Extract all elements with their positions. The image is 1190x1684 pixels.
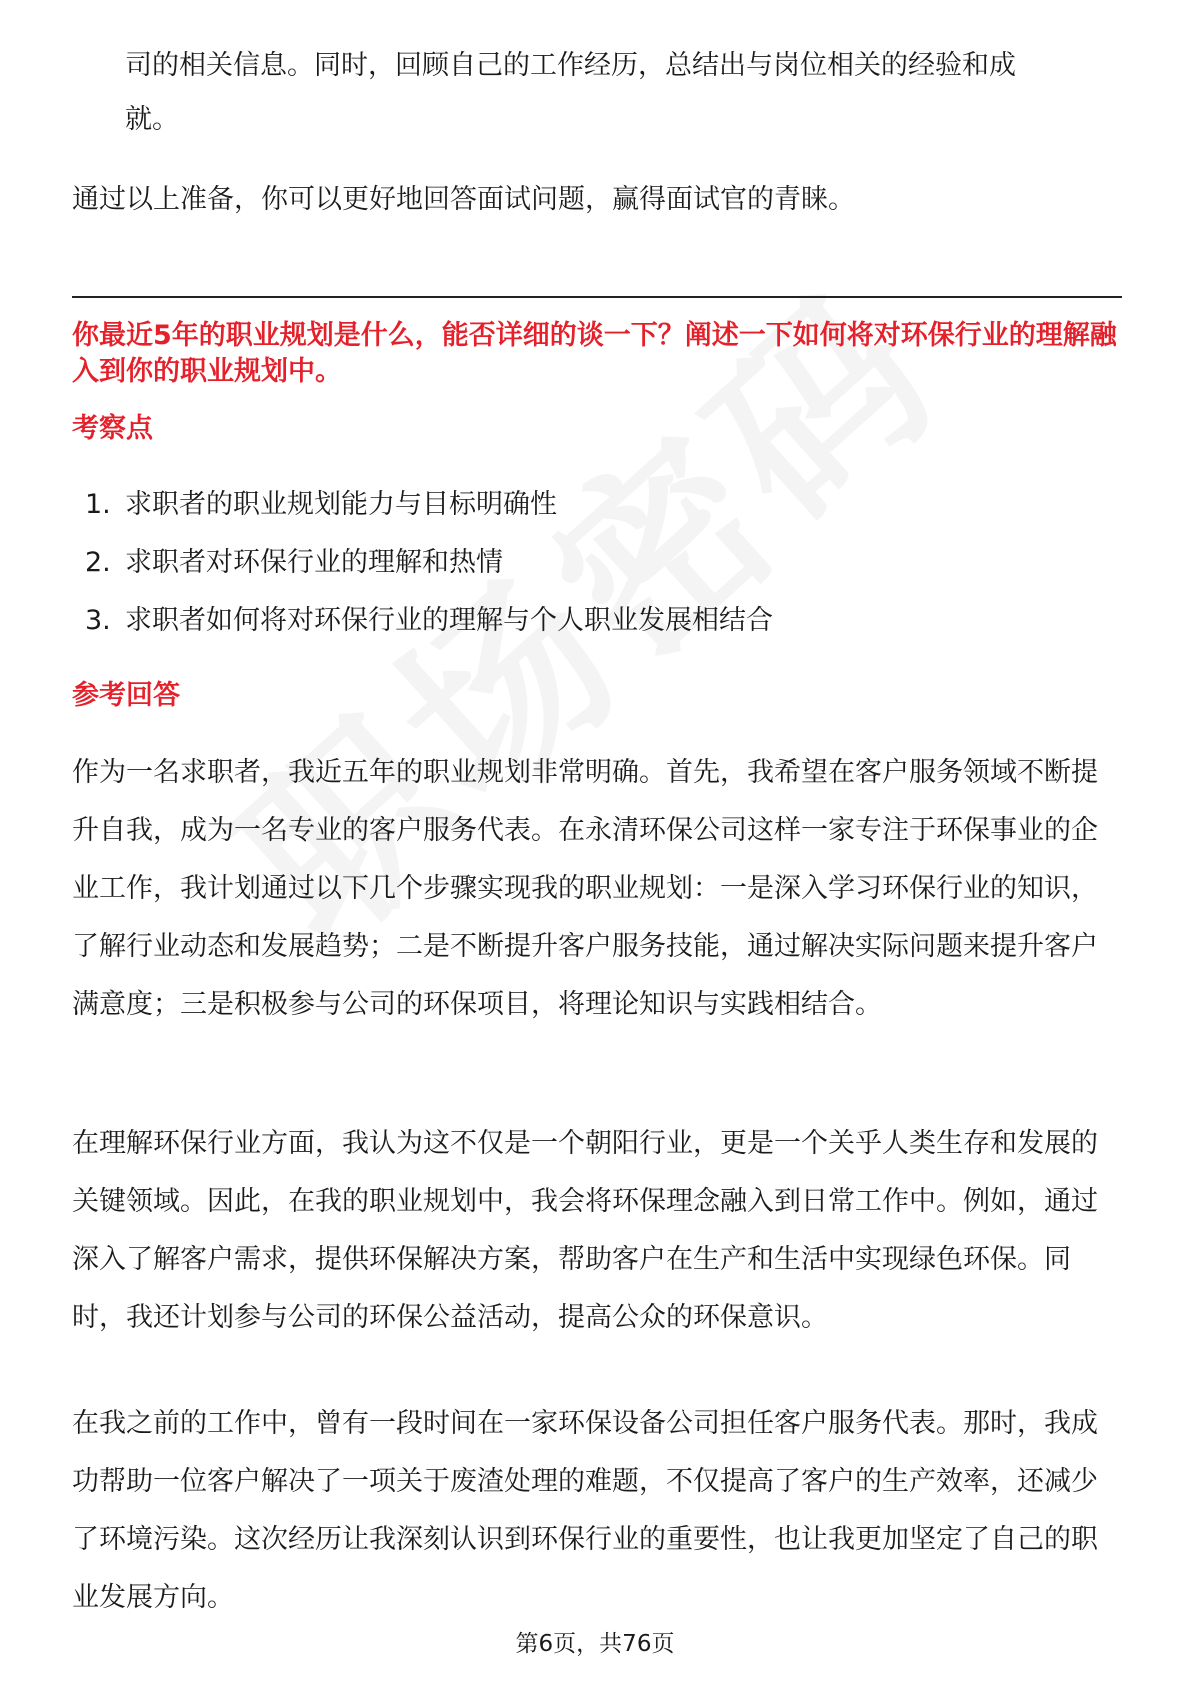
- answer-title: 参考回答: [72, 680, 180, 711]
- list-item-text: 求职者的职业规划能力与目标明确性: [125, 489, 557, 520]
- list-item-number: 2.: [85, 547, 111, 578]
- section-divider: [72, 296, 1122, 298]
- list-item: [85, 538, 773, 596]
- intro-summary: 通过以上准备，你可以更好地回答面试问题，赢得面试官的青睐。: [72, 184, 855, 215]
- intro-line-2: 就。: [125, 104, 179, 135]
- assessment-list: [85, 480, 773, 654]
- list-item-text: 求职者对环保行业的理解和热情: [125, 547, 503, 578]
- list-item: [85, 480, 773, 538]
- list-item-text: 求职者如何将对环保行业的理解与个人职业发展相结合: [125, 605, 773, 636]
- answer-paragraph-2: 在理解环保行业方面，我认为这不仅是一个朝阳行业，更是一个关乎人类生存和发展的关键领域。因此，在我的职业规划中，我会将环保理念融入到日常工作中。例如，通过深入了解客户需求，提供环保解决方案，帮助客户在生产和生活中实现绿色环保。同时，我还计划参与公司的环保公益活动，提高公众的环保意识。: [72, 1128, 1098, 1333]
- assessment-title: 考察点: [72, 413, 153, 444]
- list-item-number: 3.: [85, 605, 111, 636]
- answer-paragraph-3: 在我之前的工作中，曾有一段时间在一家环保设备公司担任客户服务代表。那时，我成功帮助一位客户解决了一项关于废渣处理的难题，不仅提高了客户的生产效率，还减少了环境污染。这次经历让我深刻认识到环保行业的重要性，也让我更加坚定了自己的职业发展方向。: [72, 1408, 1098, 1613]
- intro-line-1: 司的相关信息。同时，回顾自己的工作经历，总结出与岗位相关的经验和成: [125, 50, 1016, 81]
- list-item-number: 1.: [85, 489, 111, 520]
- question-heading: 你最近5年的职业规划是什么，能否详细的谈一下？阐述一下如何将对环保行业的理解融入到你的职业规划中。: [72, 320, 1117, 387]
- page-number: 第6页，共76页: [515, 1631, 675, 1657]
- list-item: [85, 596, 773, 654]
- answer-paragraph-1: 作为一名求职者，我近五年的职业规划非常明确。首先，我希望在客户服务领域不断提升自我，成为一名专业的客户服务代表。在永清环保公司这样一家专注于环保事业的企业工作，我计划通过以下几个步骤实现我的职业规划：一是深入学习环保行业的知识，了解行业动态和发展趋势；二是不断提升客户服务技能，通过解决实际问题来提升客户满意度；三是积极参与公司的环保项目，将理论知识与实践相结合。: [72, 757, 1098, 1020]
